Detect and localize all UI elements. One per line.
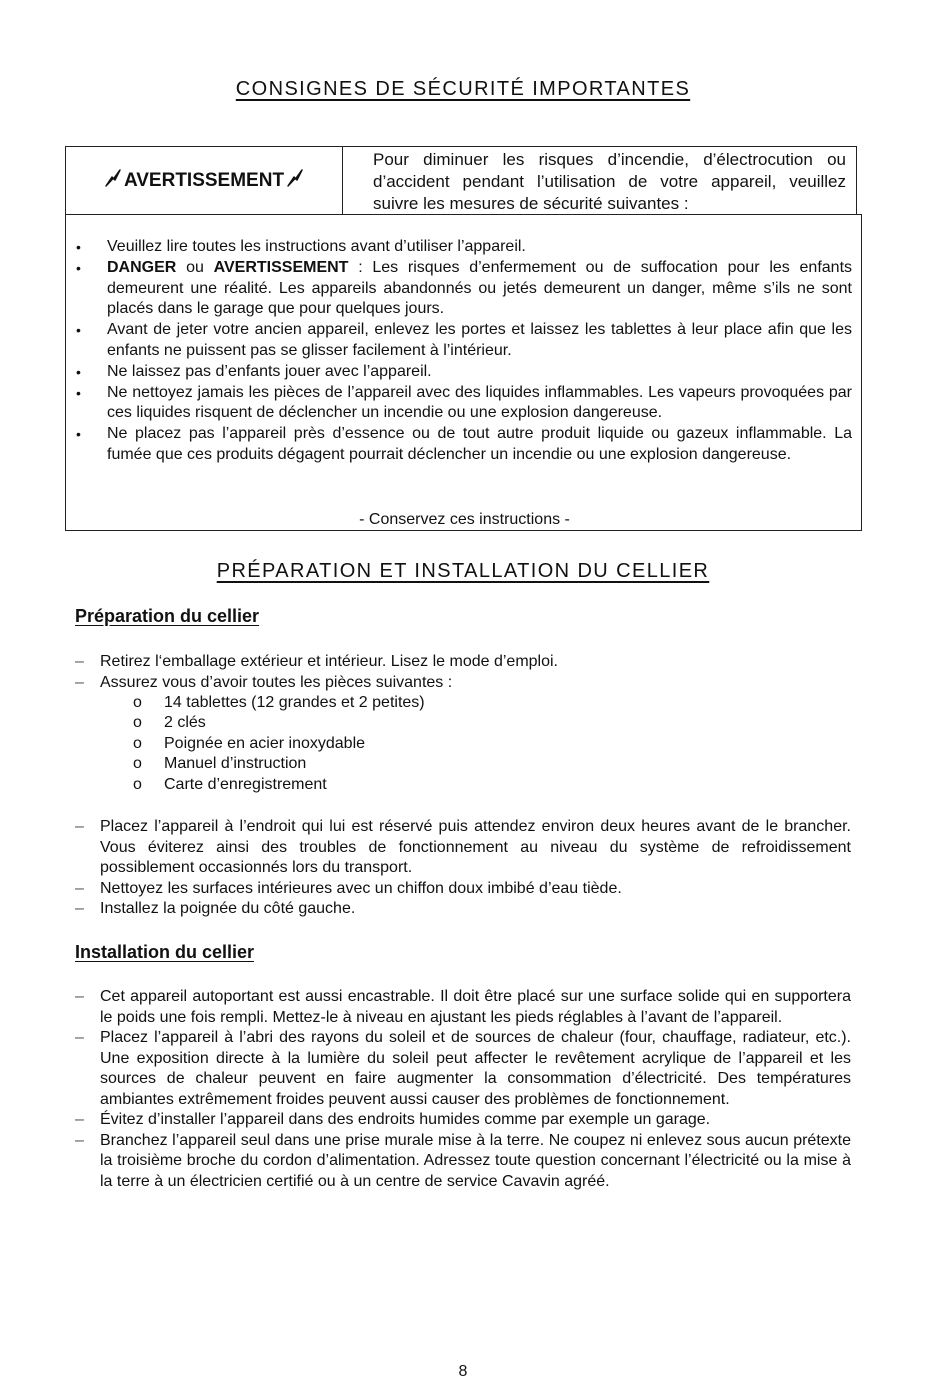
bullet-text: Ne nettoyez jamais les pièces de l’appareil avec des liquides inflammables. Les vapeurs provoquées par ces liquides risquent de déclencher un incendie ou une explosion dangereuse.	[107, 383, 852, 422]
list-item	[75, 817, 851, 879]
page-number: 8	[458, 1363, 468, 1380]
item-text: Placez l’appareil à l’abri des rayons du soleil et de sources de chaleur (four, chauffage, radiateur, etc.). Une exposition directe à la lumière du soleil peut affecter le revêtement acrylique de l’appareil et les sources de chaleur peuvent en faire augmenter la consommation d’électricité. Des températures ambiantes extrêmement froides peuvent aussi causer des problèmes de fonctionnement.	[100, 1029, 851, 1108]
list-item	[100, 693, 851, 713]
list-item	[75, 673, 851, 796]
lightning-icon	[103, 168, 123, 194]
bullet-icon: •	[76, 384, 81, 401]
warning-label-cell	[66, 147, 343, 214]
bullet-icon: •	[76, 426, 81, 443]
danger-keyword: DANGER	[107, 258, 177, 276]
list-item	[66, 362, 852, 383]
bullet-icon: •	[76, 363, 81, 380]
list-item	[75, 652, 851, 673]
dash-icon: –	[75, 1111, 84, 1128]
safety-instructions-box	[65, 214, 862, 531]
lightning-icon	[285, 168, 305, 194]
bullet-text: Avant de jeter votre ancien appareil, enlevez les portes et laissez les tablettes à leur place afin que les enfants ne puissent pas se glisser facilement à l’intérieur.	[107, 321, 852, 359]
warning-intro-text: Pour diminuer les risques d’incendie, d’électrocution ou d’accident pendant l’utilisation de votre appareil, veuillez suivre les mesures de sécurité suivantes :	[373, 150, 846, 213]
item-text: Retirez l‘emballage extérieur et intérieur. Lisez le mode d’emploi.	[100, 653, 558, 670]
part-text: 2 clés	[164, 714, 206, 732]
installation-section-title: PRÉPARATION ET INSTALLATION DU CELLIER	[216, 560, 710, 582]
bullet-icon: •	[76, 259, 81, 276]
list-item	[75, 1110, 851, 1131]
preparation-heading: Préparation du cellier	[75, 606, 260, 626]
list-item	[100, 775, 851, 795]
item-text: Installez la poignée du côté gauche.	[100, 900, 356, 917]
dash-icon: –	[75, 653, 84, 670]
bullet-icon: •	[76, 322, 81, 339]
parts-list	[100, 693, 851, 795]
installation-heading: Installation du cellier	[75, 942, 255, 962]
circle-bullet-icon: o	[133, 734, 142, 752]
part-text: Poignée en acier inoxydable	[164, 734, 366, 752]
item-text: Cet appareil autoportant est aussi encastrable. Il doit être placé sur une surface solide qui en supportera le poids une fois rempli. Mettez-le à niveau en ajustant les pieds réglables à l’avant de l’appareil.	[100, 988, 851, 1026]
dash-icon: –	[75, 988, 84, 1005]
list-item	[75, 879, 851, 900]
item-text: Placez l’appareil à l’endroit qui lui est réservé puis attendez environ deux heures avant de le brancher. Vous éviterez ainsi des troubles de fonctionnement au niveau du système de refroidissement possiblement occasionnés lors du transport.	[100, 818, 851, 876]
bullet-text: Ne laissez pas d’enfants jouer avec l’appareil.	[107, 362, 432, 380]
list-item	[75, 899, 851, 920]
part-text: 14 tablettes (12 grandes et 2 petites)	[164, 694, 425, 711]
bullet-text: ou	[176, 258, 214, 276]
list-item	[75, 1028, 851, 1110]
list-item	[66, 237, 852, 258]
list-item	[66, 320, 852, 362]
list-item	[75, 1131, 851, 1193]
bullet-icon: •	[76, 239, 81, 255]
list-item	[75, 987, 851, 1028]
dash-icon: –	[75, 818, 84, 835]
part-text: Carte d’enregistrement	[164, 775, 327, 793]
item-text: Évitez d’installer l’appareil dans des endroits humides comme par exemple un garage.	[100, 1111, 711, 1128]
preparation-list-continued	[75, 817, 851, 920]
item-text: Nettoyez les surfaces intérieures avec un chiffon doux imbibé d’eau tiède.	[100, 879, 622, 897]
dash-icon: –	[75, 1131, 84, 1149]
part-text: Manuel d’instruction	[164, 755, 307, 773]
safety-section-title: CONSIGNES DE SÉCURITÉ IMPORTANTES	[235, 78, 691, 100]
item-text: Assurez vous d’avoir toutes les pièces suivantes :	[100, 673, 453, 691]
list-item	[100, 713, 851, 733]
bullet-text: Veuillez lire toutes les instructions avant d’utiliser l’appareil.	[107, 238, 526, 255]
circle-bullet-icon: o	[133, 755, 142, 773]
preparation-list	[75, 652, 851, 795]
warning-header-box	[65, 146, 857, 214]
installation-list	[75, 987, 851, 1192]
bullet-text: Ne placez pas l’appareil près d’essence ou de tout autre produit liquide ou gazeux inflammable. La fumée que ces produits dégagent pourrait déclencher un incendie ou une explosion dangereuse.	[107, 425, 852, 463]
warning-label: AVERTISSEMENT	[123, 169, 285, 191]
safety-bullet-list	[66, 237, 852, 466]
keep-instructions-note: - Conservez ces instructions -	[359, 511, 570, 528]
list-item	[100, 754, 851, 774]
circle-bullet-icon: o	[133, 694, 142, 711]
item-text: Branchez l’appareil seul dans une prise murale mise à la terre. Ne coupez ni enlevez sous aucun prétexte la troisième broche du cordon d’alimentation. Adressez toute question concernant l’électricité ou la mise à la terre à un électricien certifié ou à un centre de service Cavavin agréé.	[100, 1131, 851, 1190]
dash-icon: –	[75, 673, 84, 691]
bullet-text: : Les risques d’enfermement ou de suffocation pour les enfants demeurent une réalité. Les appareils abandonnés ou jetés demeurent un danger, même s’ils ne sont placés dans le garage que pour quelques jours.	[107, 258, 853, 318]
dash-icon: –	[75, 900, 84, 917]
warning-keyword: AVERTISSEMENT	[213, 258, 349, 276]
circle-bullet-icon: o	[133, 714, 142, 732]
dash-icon: –	[75, 879, 84, 897]
list-item	[100, 734, 851, 754]
list-item	[66, 258, 852, 320]
dash-icon: –	[75, 1029, 84, 1046]
list-item	[66, 383, 852, 425]
circle-bullet-icon: o	[133, 775, 142, 793]
list-item	[66, 424, 852, 466]
